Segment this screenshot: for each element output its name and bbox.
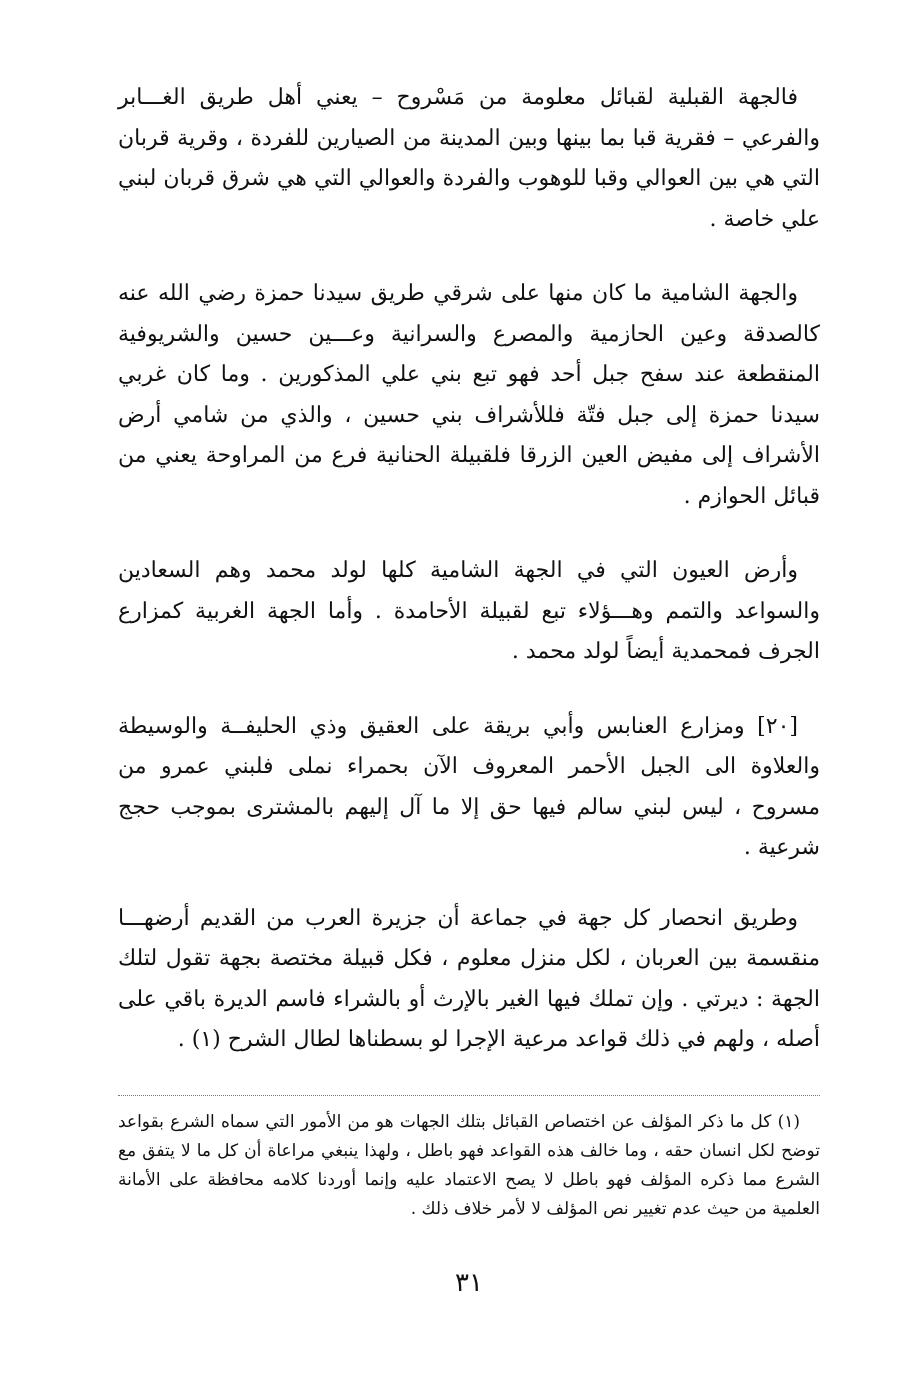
paragraph-division: وطريق انحصار كل جهة في جماعة أن جزيرة العرب من القديم أرضهـــا منقسمة بين العربان ، لكل منزل معلوم ، فكل قبيلة مختصة بجهة تقول لتلك الجهة : ديرتي . وإن تملك فيها الغير بالإرث أو بالشراء فاسم الديرة باقي على أصله ، ولهم في ذلك قواعد مرعية الإجرا لو بسطناها لطال الشرح (١) . bbox=[118, 905, 820, 1052]
paragraph-northern-side: والجهة الشامية ما كان منها على شرقي طريق سيدنا حمزة رضي الله عنه كالصدقة وعين الحازمية والمصرع والسرانية وعـــين حسين والشريوفية المنقطعة عند سفح جبل أحد فهو تبع بني علي المذكورين . وما كان غربي سيدنا حمزة إلى جبل فتّة فللأشراف بني حسين ، والذي من شامي أرض الأشراف إلى مفيض العين الزرقا فلقبيلة الحنانية فرع من المراوحة يعني من قبائل الحوازم . bbox=[118, 281, 820, 509]
paragraph-farms: [٢٠] ومزارع العنابس وأبي بريقة على العقيق وذي الحليفــة والوسيطة والعلاوة الى الجبل الأحمر المعروف الآن بحمراء نملى فلبني عمرو من مسروح ، ليس لبني سالم فيها حق إلا ما آل إليهم بالمشترى بموجب حجج شرعية . bbox=[118, 713, 820, 860]
paragraph-southern-side: فالجهة القبلية لقبائل معلومة من مَسْروح – يعني أهل طريق الغـــابر والفرعي – فقرية قبا بما بينها وبين المدينة من الصيارين للفردة ، وقرية قربان التي هي بين العوالي وقبا للوهوب والفردة والعوالي التي هي شرق قربان لبني علي خاصة . bbox=[118, 85, 820, 232]
page-number: ٣١ bbox=[455, 1267, 483, 1298]
main-text bbox=[118, 78, 820, 1061]
footnote-separator bbox=[118, 1095, 820, 1096]
footnote: (١) كل ما ذكر المؤلف عن اختصاص القبائل بتلك الجهات هو من الأمور التي سماه الشرع بقواعد توضح لكل انسان حقه ، وما خالف هذه القواعد فهو باطل ، ولهذا ينبغي مراعاة أن كل ما لا يتفق مع الشرع مما ذكره المؤلف فهو باطل لا يصح الاعتماد عليه وإنما أوردنا كلامه محافظة على الأمانة العلمية من حيث عدم تغيير نص المؤلف لا لأمر خلاف ذلك . bbox=[118, 1111, 820, 1219]
paragraph-springs-land: وأرض العيون التي في الجهة الشامية كلها لولد محمد وهم السعادين والسواعد والتمم وهـــؤلاء تبع لقبيلة الأحامدة . وأما الجهة الغربية كمزارع الجرف فمحمدية أيضاً لولد محمد . bbox=[118, 558, 820, 664]
